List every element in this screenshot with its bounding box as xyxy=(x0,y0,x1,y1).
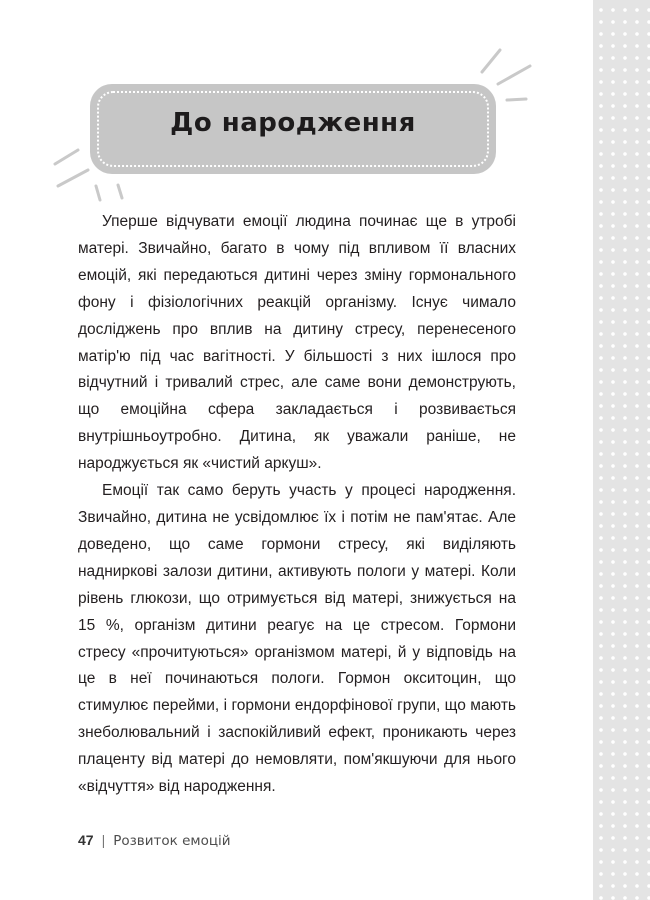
dotted-side-strip xyxy=(593,0,650,900)
page-number: 47 xyxy=(78,832,94,848)
footer-separator: | xyxy=(101,832,106,848)
running-title: Розвиток емоцій xyxy=(113,833,231,849)
body-text xyxy=(78,209,516,801)
heading-banner xyxy=(90,84,496,174)
paragraph-1: Уперше відчувати емоції людина починає ще в утробі матері. Звичайно, багато в чому під впливом її власних емоцій, які передаються дитині через зміну гормонального фону і фізіологічних реакцій організму. Існує чимало досліджень про вплив на дитину стресу, перенесеного матір'ю під час вагітності. У більшості з них ішлося про відчутний і тривалий стрес, але саме вони демонструють, що емоційна сфера закладається і розвивається внутрішньоутробно. Дитина, як уважали раніше, не народжується як «чистий аркуш». xyxy=(78,213,516,473)
paragraph-2: Емоції так само беруть участь у процесі народження. Звичайно, дитина не усвідомлює їх і потім не пам'ятає. Але доведено, що саме гормони стресу, які виділяють наднирковi залози дитини, активують пологи у матері. Коли рівень глюкози, що отримується від матері, знижується на 15 %, організм дитини реагує на це стресом. Гормони стресу «прочитуються» організмом матері, й у відповідь на це в неї починаються пологи. Гормон окситоцин, що стимулює перейми, і гормони ендорфінової групи, що мають знеболювальний і заспокійливий ефект, проникають через плаценту від матері до немовляти, пом'якшуючи для нього «відчуття» від народження. xyxy=(78,482,516,796)
section-heading: До народження xyxy=(170,108,416,138)
page-footer xyxy=(78,832,231,849)
